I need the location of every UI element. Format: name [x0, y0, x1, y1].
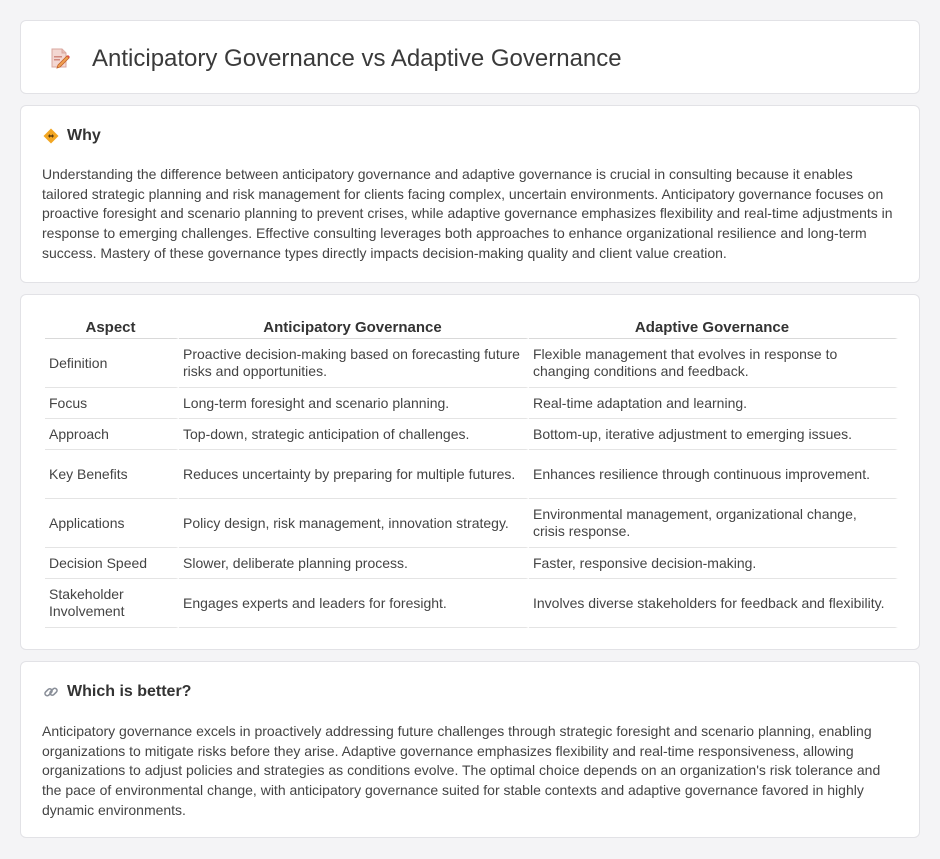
- column-header: Adaptive Governance: [529, 317, 898, 339]
- aspect-cell: Applications: [45, 499, 179, 548]
- adaptive-cell: Faster, responsive decision-making.: [529, 548, 898, 579]
- comparison-section: [20, 294, 920, 650]
- table-row: [45, 579, 898, 628]
- why-text: Understanding the difference between anticipatory governance and adaptive governance is crucial in consulting because it enables tailored strategic planning and risk management for clients facing complex, uncertain environments. Anticipatory governance focuses on proactive foresight and scenario planning to prevent crises, while adaptive governance emphasizes flexibility and real-time adjustments in response to emerging challenges. Effective consulting leverages both approaches to enhance organizational resilience and long-term success. Mastery of these governance types directly impacts decision-making quality and client value creation.: [42, 166, 893, 261]
- adaptive-cell: Real-time adaptation and learning.: [529, 388, 898, 419]
- why-heading-row: [43, 127, 101, 145]
- comparison-table: [45, 317, 898, 628]
- adaptive-cell: Involves diverse stakeholders for feedback and flexibility.: [529, 579, 898, 628]
- link-icon: [43, 684, 59, 700]
- column-header: Anticipatory Governance: [179, 317, 529, 339]
- better-heading-row: [43, 683, 191, 701]
- which-is-better-section: [20, 661, 920, 838]
- why-section: [20, 105, 920, 283]
- adaptive-cell: Flexible management that evolves in response to changing conditions and feedback.: [529, 339, 898, 388]
- anticipatory-cell: Slower, deliberate planning process.: [179, 548, 529, 579]
- table-header-row: [45, 317, 898, 339]
- aspect-cell: Decision Speed: [45, 548, 179, 579]
- column-header: Aspect: [45, 317, 179, 339]
- anticipatory-cell: Policy design, risk management, innovation strategy.: [179, 499, 529, 548]
- better-text: Anticipatory governance excels in proactively addressing future challenges through strategic foresight and scenario planning, enabling organizations to mitigate risks before they arise. Adaptive governance emphasizes flexibility and real-time responsiveness, allowing organizations to adjust policies and strategies as conditions evolve. The optimal choice depends on an organization's risk tolerance and the pace of environmental change, with anticipatory governance suited for stable contexts and adaptive governance favored in highly dynamic environments.: [42, 723, 881, 818]
- aspect-cell: Stakeholder Involvement: [45, 579, 179, 628]
- table-row: [45, 450, 898, 499]
- adaptive-cell: Environmental management, organizational change, crisis response.: [529, 499, 898, 548]
- adaptive-cell: Bottom-up, iterative adjustment to emerging issues.: [529, 419, 898, 450]
- diamond-arrows-icon: [43, 128, 59, 144]
- anticipatory-cell: Long-term foresight and scenario planning.: [179, 388, 529, 419]
- anticipatory-cell: Proactive decision-making based on forecasting future risks and opportunities.: [179, 339, 529, 388]
- table-row: [45, 339, 898, 388]
- aspect-cell: Approach: [45, 419, 179, 450]
- table-row: [45, 388, 898, 419]
- table-row: [45, 499, 898, 548]
- anticipatory-cell: Reduces uncertainty by preparing for multiple futures.: [179, 450, 529, 499]
- anticipatory-cell: Engages experts and leaders for foresight.: [179, 579, 529, 628]
- why-heading: Why: [67, 127, 101, 144]
- page-title: Anticipatory Governance vs Adaptive Governance: [92, 45, 622, 72]
- aspect-cell: Definition: [45, 339, 179, 388]
- better-heading: Which is better?: [67, 683, 192, 700]
- table-row: [45, 548, 898, 579]
- aspect-cell: Focus: [45, 388, 179, 419]
- table-row: [45, 419, 898, 450]
- aspect-cell: Key Benefits: [45, 450, 179, 499]
- title-card: [20, 20, 920, 94]
- anticipatory-cell: Top-down, strategic anticipation of challenges.: [179, 419, 529, 450]
- adaptive-cell: Enhances resilience through continuous improvement.: [529, 450, 898, 499]
- document-pencil-icon: [49, 47, 71, 69]
